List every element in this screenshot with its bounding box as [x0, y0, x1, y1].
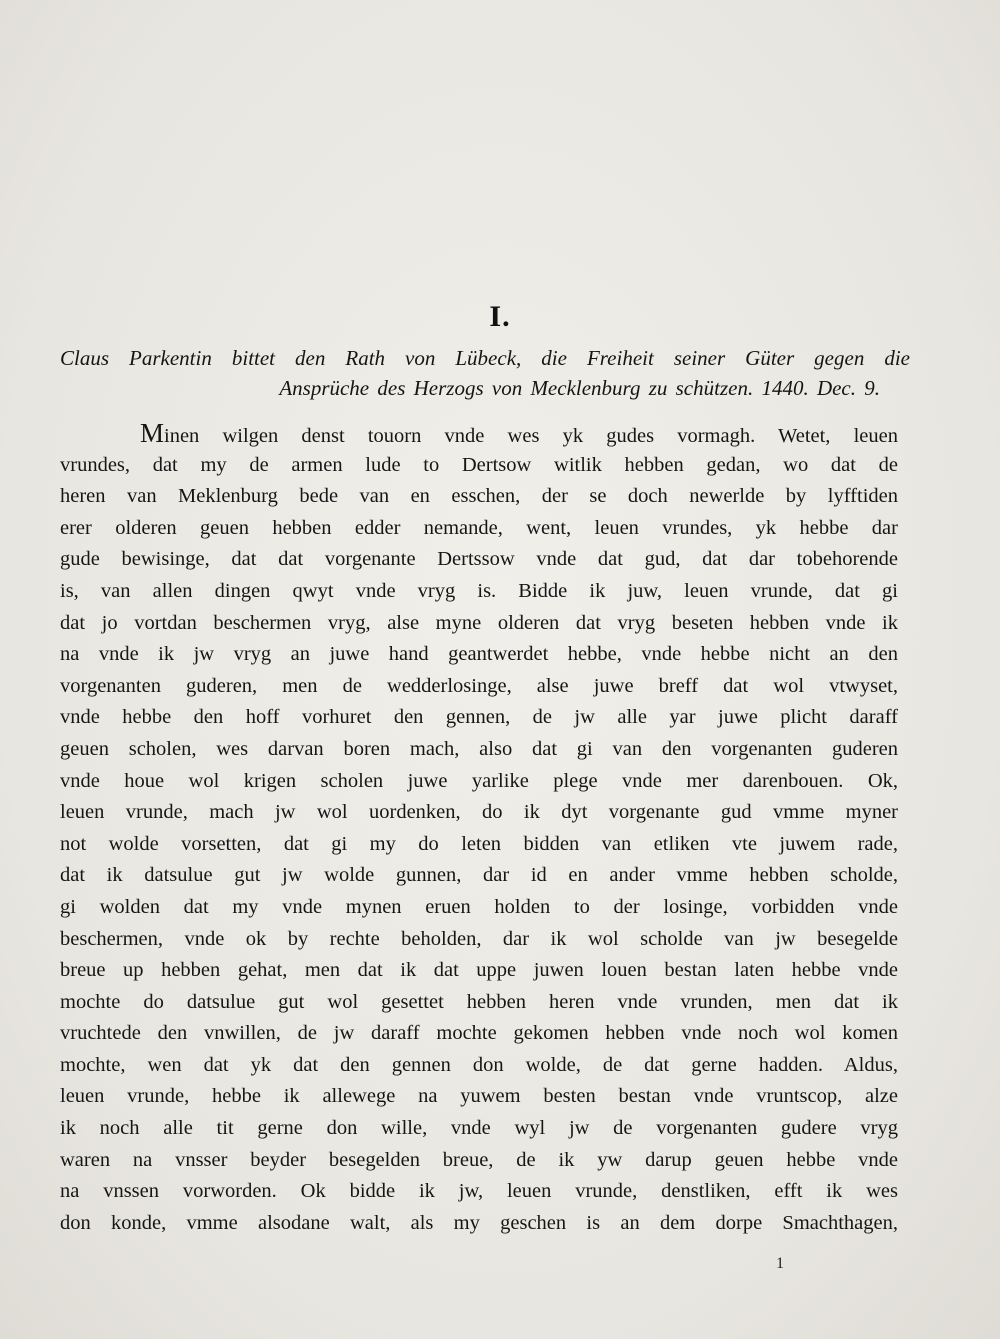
subtitle-line-2: Ansprüche des Herzogs von Mecklenburg zu schützen. 1440. Dec. 9. — [279, 376, 880, 400]
body-line — [60, 418, 898, 450]
subtitle-line-1: Claus Parkentin bittet den Rath von Lübeck, die Freiheit seiner Güter gegen die — [60, 346, 910, 370]
drop-cap: M — [140, 418, 165, 448]
body-line: gi wolden dat my vnde mynen eruen holden to der losinge, vorbidden vnde — [60, 895, 898, 918]
body-line: ik noch alle tit gerne don wille, vnde wyl jw de vorgenanten gudere vryg — [60, 1117, 898, 1140]
body-line: is, van allen dingen qwyt vnde vryg is. Bidde ik juw, leuen vrunde, dat gi — [60, 579, 898, 602]
body-line: breue up hebben gehat, men dat ik dat uppe juwen louen bestan laten hebbe vnde — [60, 959, 898, 982]
body-line: vnde hebbe den hoff vorhuret den gennen, de jw alle yar juwe plicht daraff — [60, 706, 898, 729]
body-line: dat jo vortdan beschermen vryg, alse myne olderen dat vryg beseten hebben vnde ik — [60, 611, 898, 634]
body-line: na vnde ik jw vryg an juwe hand geantwerdet hebbe, vnde hebbe nicht an den — [60, 643, 898, 666]
body-line: waren na vnsser beyder besegelden breue, de ik yw darup geuen hebbe vnde — [60, 1148, 898, 1171]
body-line: geuen scholen, wes darvan boren mach, also dat gi van den vorgenanten guderen — [60, 737, 898, 760]
body-line: erer olderen geuen hebben edder nemande, went, leuen vrundes, yk hebbe dar — [60, 516, 898, 539]
document-subtitle — [60, 343, 910, 403]
body-line: not wolde vorsetten, dat gi my do leten bidden van etliken vte juwem rade, — [60, 832, 898, 855]
body-line: heren van Meklenburg bede van en esschen, der se doch newerlde by lyfftiden — [60, 485, 898, 508]
body-line: leuen vrunde, hebbe ik allewege na yuwem besten bestan vnde vruntscop, alze — [60, 1085, 898, 1108]
body-line: beschermen, vnde ok by rechte beholden, dar ik wol scholde van jw besegelde — [60, 927, 898, 950]
body-line: vrundes, dat my de armen lude to Dertsow witlik hebben gedan, wo dat de — [60, 453, 898, 476]
page-number: 1 — [776, 1255, 784, 1272]
body-line: vnde houe wol krigen scholen juwe yarlike plege vnde mer darenbouen. Ok, — [60, 769, 898, 792]
body-line: dat ik datsulue gut jw wolde gunnen, dar id en ander vmme hebben scholde, — [60, 864, 898, 887]
body-line-text: inen wilgen denst touorn vnde wes yk gudes vormagh. Wetet, leuen — [164, 425, 898, 447]
body-line: gude bewisinge, dat dat vorgenante Dertssow vnde dat gud, dat dar tobehorende — [60, 548, 898, 571]
body-line: na vnssen vorworden. Ok bidde ik jw, leuen vrunde, denstliken, efft ik wes — [60, 1180, 898, 1203]
body-line: mochte, wen dat yk dat den gennen don wolde, de dat gerne hadden. Aldus, — [60, 1053, 898, 1076]
body-line: vruchtede den vnwillen, de jw daraff mochte gekomen hebben vnde noch wol komen — [60, 1022, 898, 1045]
letter-body — [60, 418, 898, 1239]
body-line: mochte do datsulue gut wol gesettet hebben heren vnde vrunden, men dat ik — [60, 990, 898, 1013]
body-line: leuen vrunde, mach jw wol uordenken, do ik dyt vorgenante gud vmme myner — [60, 801, 898, 824]
section-numeral: I. — [489, 300, 511, 333]
body-line: don konde, vmme alsodane walt, als my geschen is an dem dorpe Smachthagen, — [60, 1211, 898, 1234]
body-line: vorgenanten guderen, men de wedderlosinge, alse juwe breff dat wol vtwyset, — [60, 674, 898, 697]
